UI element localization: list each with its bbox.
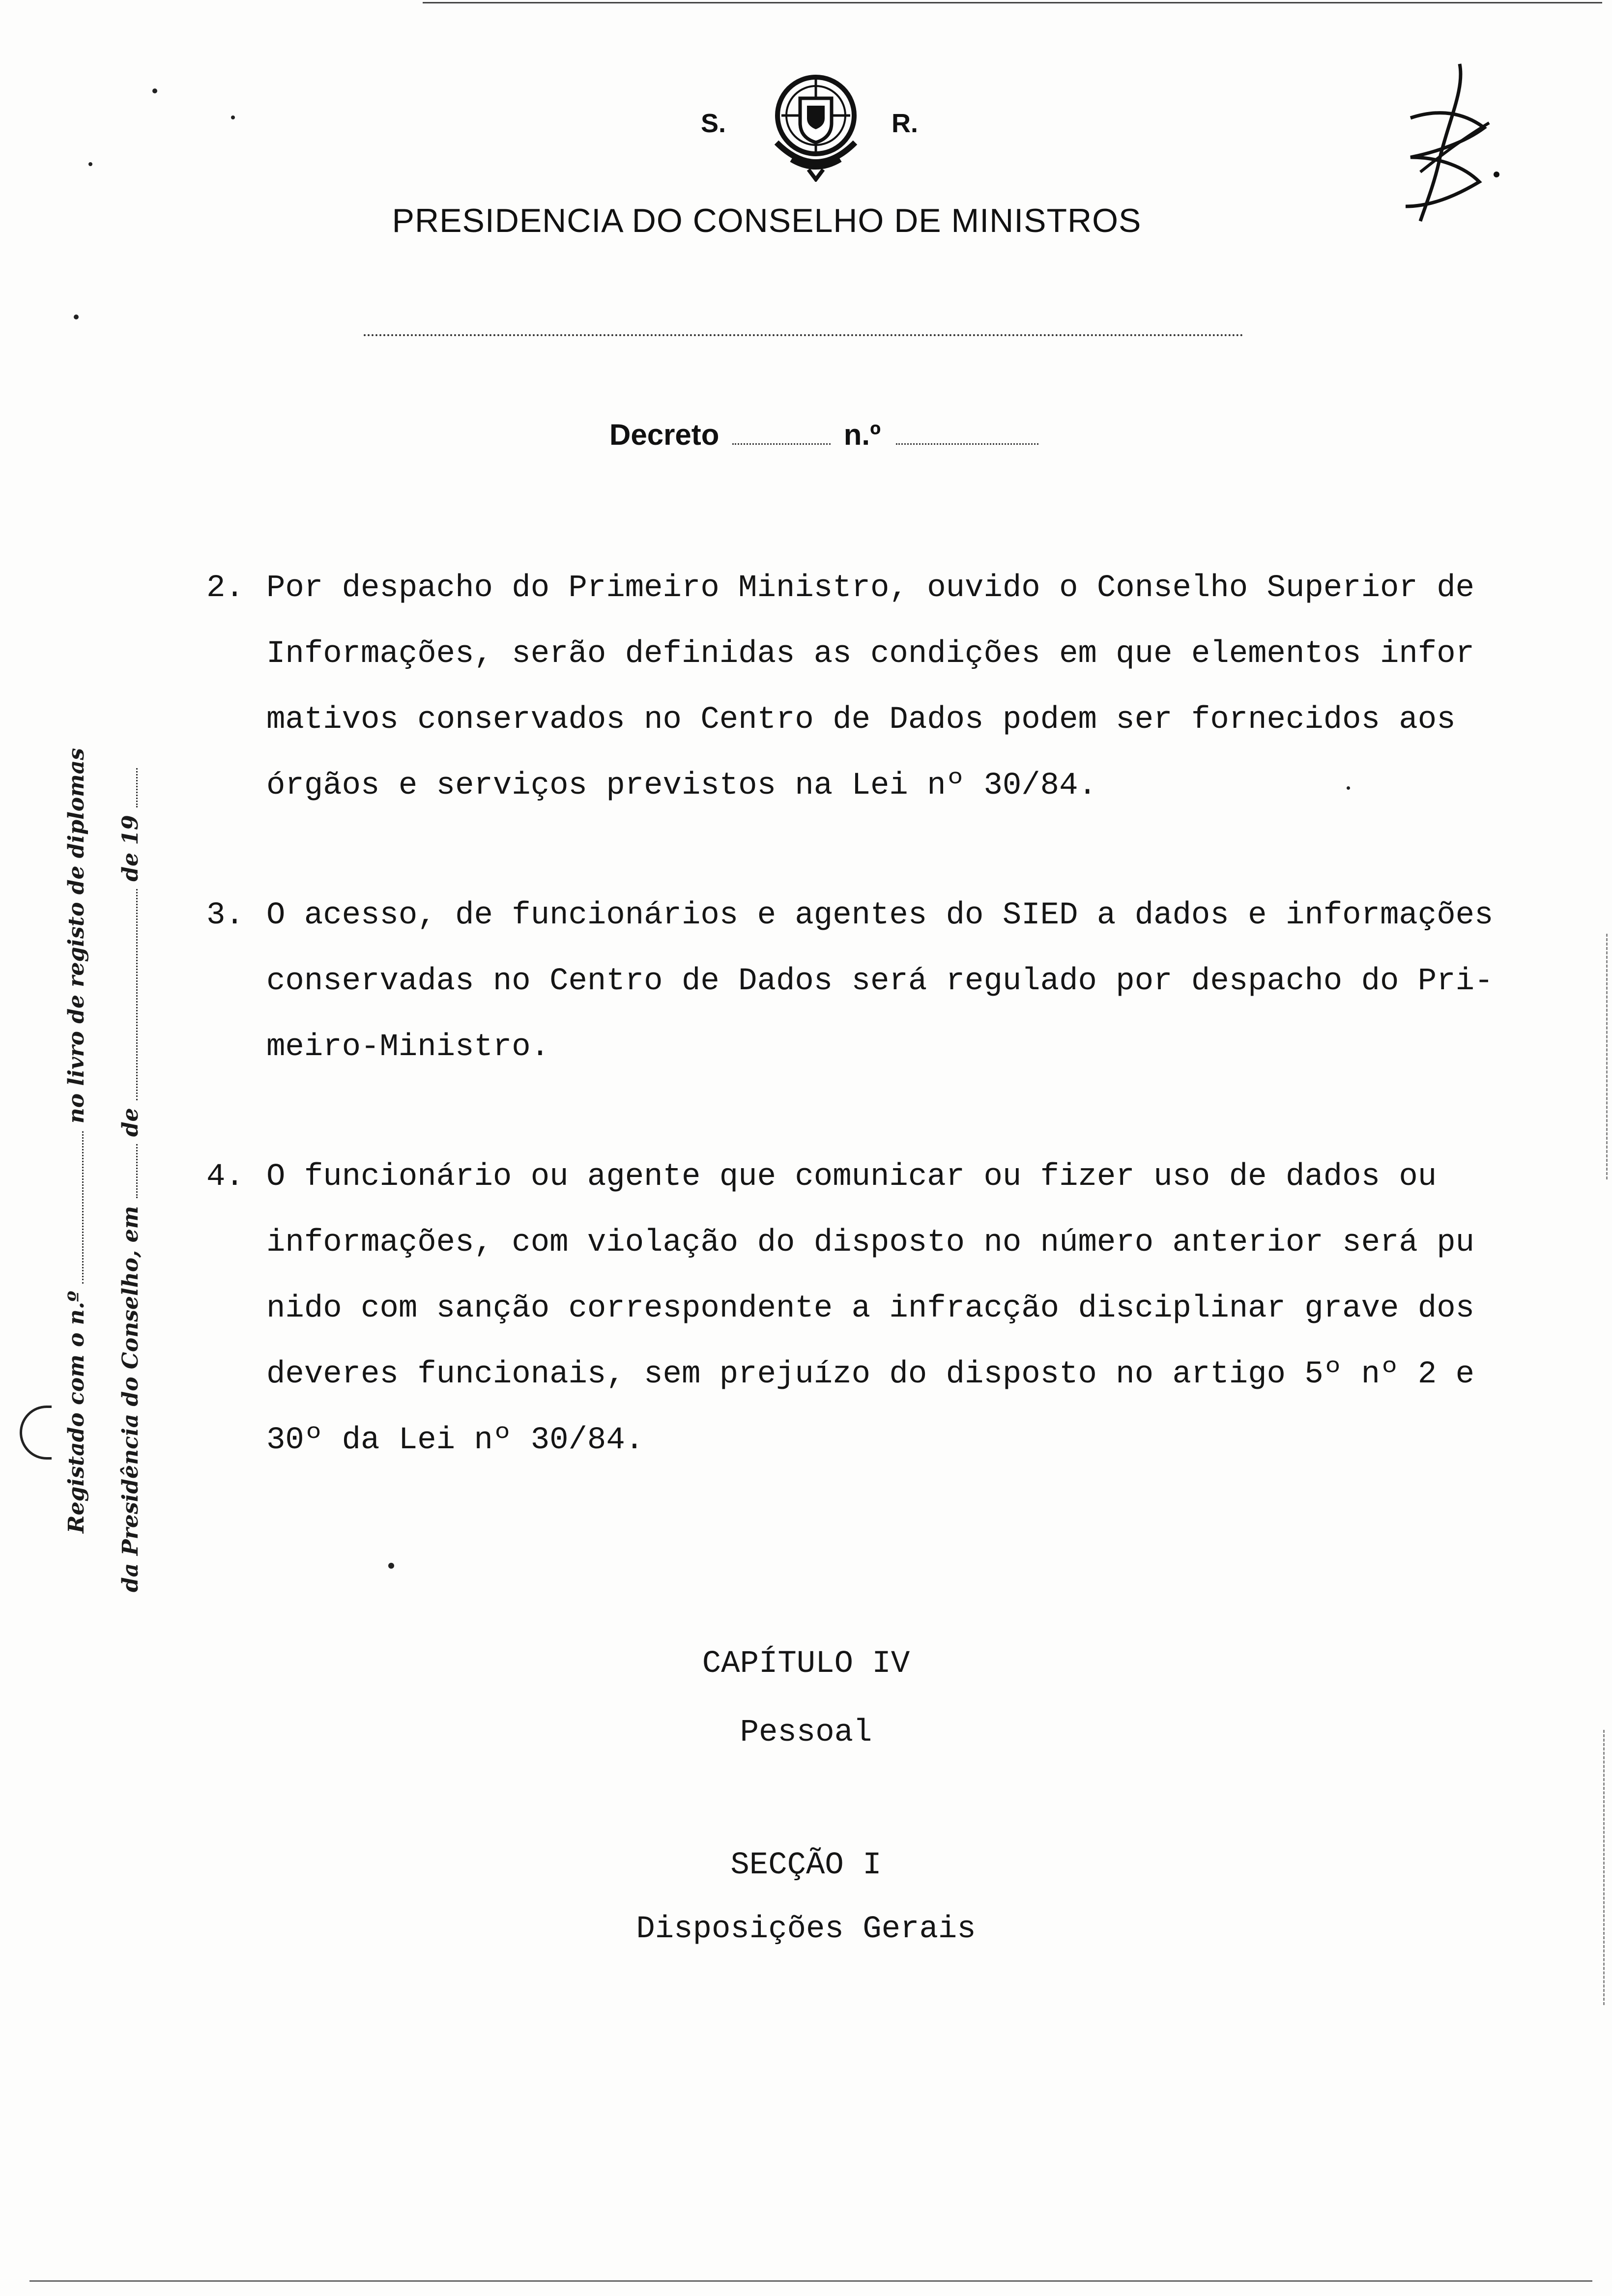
scan-speck <box>74 315 79 319</box>
paragraph-number: 3. <box>206 898 244 933</box>
letterhead-dotted-rule <box>364 334 1243 336</box>
decree-label: Decreto <box>609 418 720 451</box>
scan-edge-bottom <box>29 2280 1592 2282</box>
paragraph-line: mativos conservados no Centro de Dados podem ser fornecidos aos <box>266 702 1456 738</box>
scan-edge-top <box>423 2 1602 3</box>
decree-number-label: n.º <box>843 418 881 451</box>
letterhead-title <box>0 201 1612 240</box>
scan-speck <box>88 162 92 166</box>
letterhead-title-text: PRESIDENCIA DO CONSELHO DE MINISTROS <box>392 202 1142 239</box>
margin-blank <box>78 1131 84 1284</box>
paragraph-line: Informações, serão definidas as condições em que elementos infor <box>266 636 1474 672</box>
paragraph-line: conservadas no Centro de Dados será regulado por despacho do Pri- <box>266 964 1494 999</box>
scan-edge-right <box>1606 934 1608 1179</box>
decree-number-blank <box>896 438 1038 445</box>
decree-blank <box>732 438 831 445</box>
margin-year-label: de 19 <box>118 815 143 882</box>
margin-registered-label: Registado com o n.º <box>64 1291 89 1533</box>
paragraph-line: O acesso, de funcionários e agentes do SIED a dados e informações <box>266 898 1494 933</box>
margin-book-label: no livro de registo de diplomas <box>64 748 89 1124</box>
paragraph-2 <box>206 555 1573 819</box>
letterhead-seal-row <box>688 69 944 187</box>
margin-blank <box>132 1144 138 1198</box>
chapter-heading: CAPÍTULO IV <box>702 1646 910 1682</box>
margin-blank <box>132 889 138 1100</box>
margin-presidency-label: da Presidência do Conselho, em <box>118 1205 143 1592</box>
margin-bracket <box>20 1406 52 1460</box>
margin-registration-line-1 <box>64 748 89 1533</box>
decree-number-line <box>609 418 1038 452</box>
margin-of-label: de <box>118 1108 143 1137</box>
paragraph-number: 4. <box>206 1159 244 1195</box>
margin-registration-line-2 <box>118 768 143 1592</box>
section-title: Disposições Gerais <box>636 1912 976 1947</box>
scan-speck <box>152 88 157 93</box>
letterhead-right-letter: R. <box>892 109 918 138</box>
paragraph-line: nido com sanção correspondente a infracção disciplinar grave dos <box>266 1291 1474 1326</box>
coat-of-arms-icon <box>762 69 870 182</box>
paragraph-line: Por despacho do Primeiro Ministro, ouvido o Conselho Superior de <box>266 571 1474 606</box>
document-body <box>206 555 1573 1537</box>
paragraph-line: deveres funcionais, sem prejuízo do disposto no artigo 5º nº 2 e <box>266 1357 1474 1392</box>
paragraph-line: O funcionário ou agente que comunicar ou fizer uso de dados ou <box>266 1159 1437 1195</box>
letterhead-left-letter: S. <box>701 109 726 138</box>
section-heading: SECÇÃO I <box>730 1848 882 1883</box>
chapter-title: Pessoal <box>740 1715 872 1751</box>
scan-speck <box>231 115 235 119</box>
paragraph-3 <box>206 883 1573 1080</box>
scan-speck <box>388 1563 394 1569</box>
paragraph-number: 2. <box>206 571 244 606</box>
margin-blank <box>132 768 138 807</box>
paragraph-line: 30º da Lei nº 30/84. <box>266 1423 644 1458</box>
paragraph-line: informações, com violação do disposto no número anterior será pu <box>266 1225 1474 1261</box>
handwritten-initials <box>1391 59 1504 226</box>
paragraph-line: meiro-Ministro. <box>266 1030 550 1065</box>
paragraph-4 <box>206 1144 1573 1473</box>
paragraph-line: órgãos e serviços previstos na Lei nº 30/84. <box>266 768 1097 804</box>
